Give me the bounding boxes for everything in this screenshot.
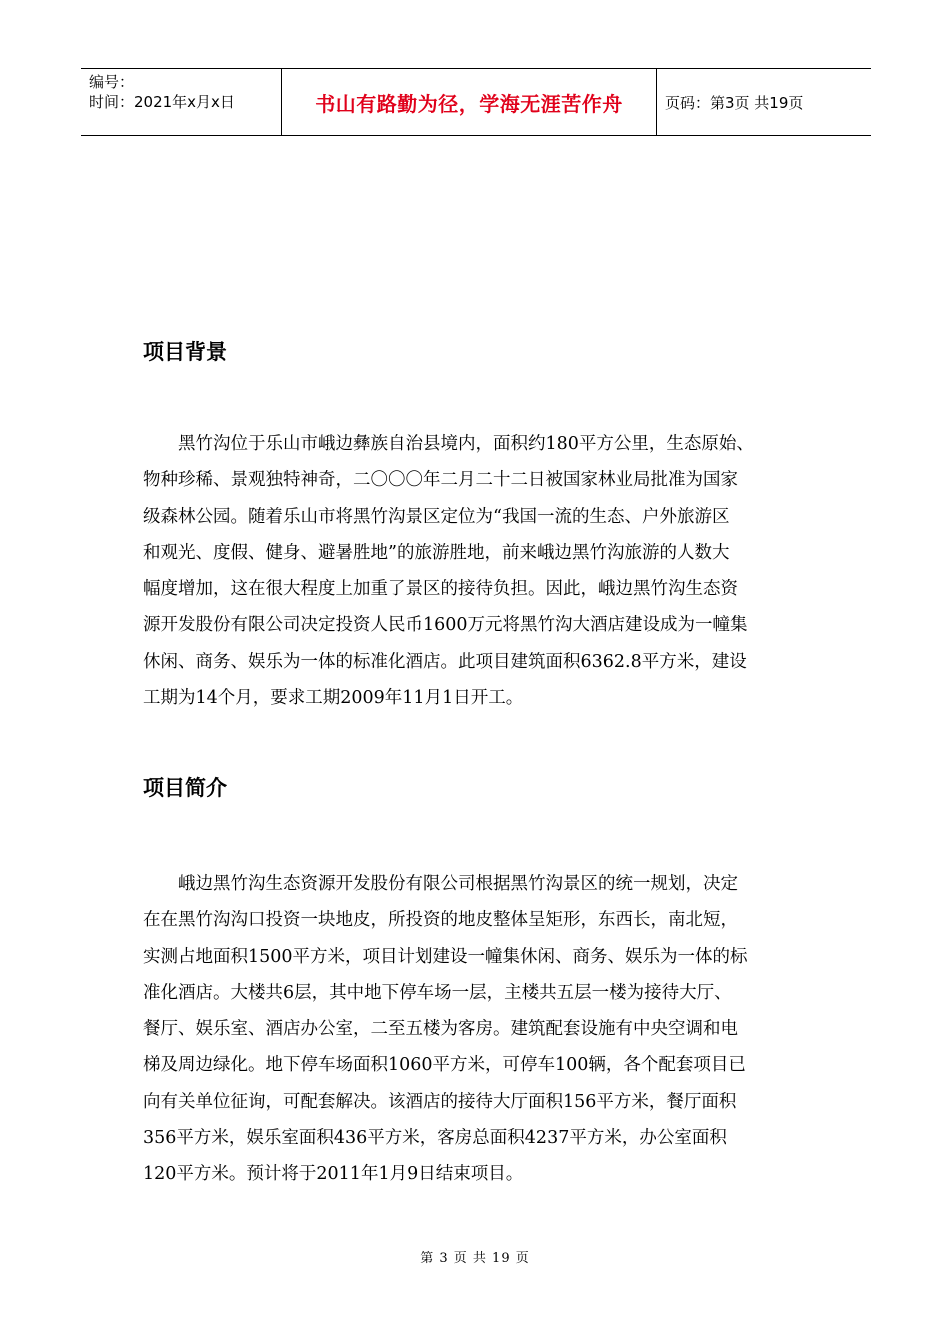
paragraph-introduction <box>143 866 811 1193</box>
paragraph-line: 在在黑竹沟沟口投资一块地皮，所投资的地皮整体呈矩形，东西长，南北短， <box>143 910 738 931</box>
date-label: 时间：2021年x月x日 <box>89 93 235 111</box>
section-title-introduction: 项目简介 <box>143 776 227 800</box>
paragraph-line: 幅度增加，这在很大程度上加重了景区的接待负担。因此，峨边黑竹沟生态资 <box>143 579 738 600</box>
page-footer: 第 3 页 共 19 页 <box>420 1251 530 1266</box>
motto-text: 书山有路勤为径，学海无涯苦作舟 <box>315 91 623 116</box>
section-title-background: 项目背景 <box>143 340 227 364</box>
page-code: 页码：第3页 共19页 <box>665 93 804 112</box>
header-motto-cell <box>282 69 657 135</box>
paragraph-line: 工期为14个月，要求工期2009年11月1日开工。 <box>143 688 524 709</box>
paragraph-line: 峨边黑竹沟生态资源开发股份有限公司根据黑竹沟景区的统一规划，决定 <box>178 874 738 894</box>
page-header <box>81 68 871 136</box>
paragraph-line: 黑竹沟位于乐山市峨边彝族自治县境内，面积约180平方公里，生态原始、 <box>178 434 754 454</box>
paragraph-line: 源开发股份有限公司决定投资人民币1600万元将黑竹沟大酒店建设成为一幢集 <box>143 615 748 636</box>
paragraph-line: 休闲、商务、娱乐为一体的标准化酒店。此项目建筑面积6362.8平方米，建设 <box>143 651 747 672</box>
paragraph-line: 准化酒店。大楼共6层，其中地下停车场一层，主楼共五层一楼为接待大厅、 <box>143 982 732 1003</box>
paragraph-line: 120平方米。预计将于2011年1月9日结束项目。 <box>143 1164 524 1185</box>
header-page-cell <box>657 69 871 135</box>
paragraph-line: 梯及周边绿化。地下停车场面积1060平方米，可停车100辆，各个配套项目已 <box>143 1055 746 1076</box>
paragraph-line: 实测占地面积1500平方米，项目计划建设一幢集休闲、商务、娱乐为一体的标 <box>143 946 748 967</box>
paragraph-line: 餐厅、娱乐室、酒店办公室，二至五楼为客房。建筑配套设施有中央空调和电 <box>143 1019 738 1040</box>
paragraph-line: 356平方米，娱乐室面积436平方米，客房总面积4237平方米，办公室面积 <box>143 1128 727 1149</box>
paragraph-line: 物种珍稀、景观独特神奇，二〇〇〇年二月二十二日被国家林业局批准为国家 <box>143 470 738 491</box>
paragraph-line: 向有关单位征询，可配套解决。该酒店的接待大厅面积156平方米，餐厅面积 <box>143 1091 737 1112</box>
paragraph-line: 和观光、度假、健身、避暑胜地”的旅游胜地，前来峨边黑竹沟旅游的人数大 <box>143 542 730 563</box>
serial-label: 编号： <box>89 73 135 91</box>
paragraph-background <box>143 426 811 716</box>
paragraph-line: 级森林公园。随着乐山市将黑竹沟景区定位为“我国一流的生态、户外旅游区 <box>143 506 730 527</box>
header-meta-cell <box>81 69 282 135</box>
